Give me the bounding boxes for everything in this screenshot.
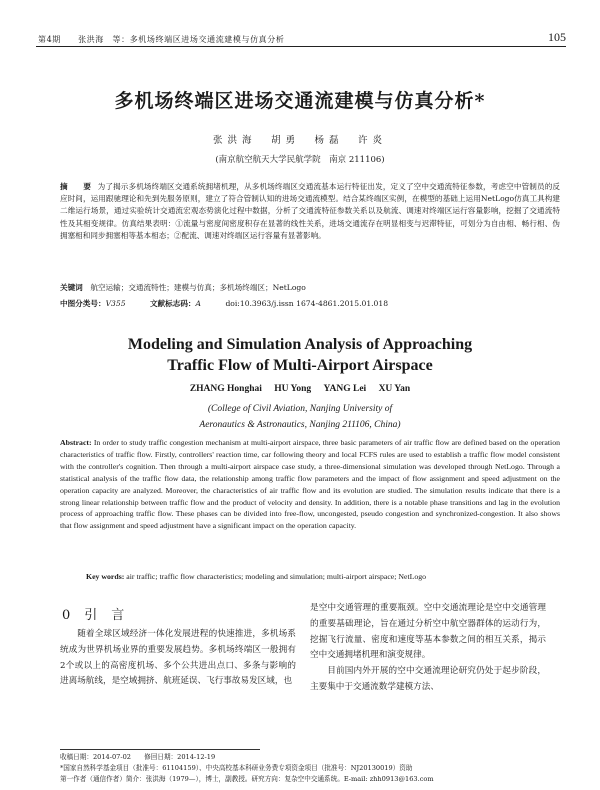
authors-cn: 张洪海 胡勇 杨磊 许炎 — [212, 135, 387, 146]
doi: doi:10.3963/j.issn 1674-4861.2015.01.018 — [225, 299, 389, 308]
title-en — [0, 334, 600, 376]
author-en-4: XU Yan — [378, 384, 411, 394]
doc-code-value: A — [195, 299, 202, 308]
footnote-rule — [60, 749, 260, 750]
footnote-fund: *国家自然科学基金项目（批准号：61104159）、中央高校基本科研业务费专项资金项目（批准号：NJ20130019）资助 — [60, 764, 413, 772]
footnote-author: 第一作者（通信作者）简介：张洪海（1979—），博士，副教授。研究方向：复杂空中交通系统。E-mail: zhh0913@163.com — [60, 775, 434, 783]
doc-code-label: 文献标志码： — [149, 299, 196, 308]
authors-en — [0, 384, 600, 394]
affiliation-en — [0, 401, 600, 433]
author-en-3: YANG Lei — [323, 384, 367, 394]
body-column-left — [60, 627, 296, 690]
abstract-en-label: Abstract: — [60, 438, 92, 447]
keywords-en-text: air traffic; traffic flow characteristics; modeling and simulation; multi-airport airspace; NetLogo — [126, 572, 427, 581]
abstract-cn-label: 摘 要 — [60, 182, 96, 191]
footnote-received: 收稿日期：2014-07-02 修回日期：2014-12-19 — [60, 753, 216, 761]
clc-label: 中图分类号： — [60, 299, 106, 308]
keywords-cn-text: 航空运输；交通流特性；建模与仿真；多机场终端区；NetLogo — [90, 283, 306, 292]
paragraph: 随着全球区域经济一体化发展进程的快速推进，多机场系统成为世界机场业界的重要发展趋势。多机场终端区一般拥有2个或以上的高密度机场、多个公共进出点口、多条与影响的进离场航线，是空域拥挤、航班延误、飞行事故易发区域，也 — [60, 629, 296, 687]
keywords-en — [86, 572, 566, 581]
page-number: 105 — [548, 30, 566, 44]
abstract-en — [60, 437, 560, 532]
header-rule — [36, 46, 566, 47]
section-title: 引言 — [84, 608, 139, 623]
title-en-line1: Modeling and Simulation Analysis of Approaching — [127, 336, 473, 353]
clc-value: V355 — [105, 299, 126, 308]
classification-line — [60, 298, 560, 309]
abstract-cn — [60, 181, 560, 242]
abstract-en-text: In order to study traffic congestion mechanism at multi-airport airspace, three basic parameters of air traffic flow are defined based on the operation characteristics of traffic flow. Firstly, controllers' reaction time, car following theory and local FCFS rules are used to establish a traffic flow model consistent with the controller's cognition. Then through a multi-airport airspace case study, a three-dimensional simulation was developed through NetLogo. Through a statistical analysis of the traffic flow data, the relationship among traffic flow parameters and the impact of flow assignment and speed adjustment on the operation capacity are analyzed. Moreover, the characteristics of air traffic flow and its evolution are studied. The simulation results indicate that there is a strong linear relationship between traffic flow and the product of velocity and density. In addition, there is a notable phase transitions and lag in the evolution process of approaching traffic flow. These phases can be divided into free-flow, uncongested, pseudo congestion and synchronized-congestion. It also shows that flow assignment and speed adjustment have a significant impact on the operation capacity. — [60, 438, 560, 531]
body-column-right — [310, 601, 546, 696]
affiliation-cn: (南京航空航天大学民航学院 南京 211106) — [215, 155, 385, 165]
keywords-cn — [60, 282, 560, 293]
paragraph: 目前国内外开展的空中交通流理论研究仍处于起步阶段，主要集中于交通流数学建模方法、 — [310, 666, 546, 692]
title-cn: 多机场终端区进场交通流建模与仿真分析* — [114, 90, 486, 112]
keywords-en-label: Key words: — [86, 572, 125, 581]
title-en-line2: Traffic Flow of Multi-Airport Airspace — [167, 357, 433, 374]
footnotes — [60, 752, 570, 785]
author-en-2: HU Yong — [274, 384, 312, 394]
running-head: 第4期 张洪海 等：多机场终端区进场交通流建模与仿真分析 — [38, 35, 285, 44]
paragraph: 是空中交通管理的重要瓶颈。空中交通流理论是空中交通管理的重要基础理论，旨在通过分析空中航空器群体的运动行为，挖掘飞行流量、密度和速度等基本参数之间的相互关系，揭示空中交通拥堵机理和演变规律。 — [310, 603, 546, 661]
section-heading-intro — [62, 604, 138, 623]
abstract-cn-text: 为了揭示多机场终端区交通系统拥堵机理，从多机场终端区交通流基本运行特征出发，定义了空中交通流特征参数，考虑空中管制员的反应时间，运用跟驰理论和先到先服务原则，建立了符合管制认知的进场交通流模型。结合某终端区实例，在模型的基础上运用NetLogo仿真工具构建二维运行场景，通过实验统计交通流宏观态势演化过程中数据，分析了交通流特征参数关系以及航流、调速对终端区运行容量影响，挖掘了交通流特性及其相变规律。仿真结果表明：①流量与密度间密度积存在显著的线性关系，进场交通流存在明显相变与迟滞特征，可划分为自由相、畅行相、伪拥塞相和同步拥塞相等基本相态；②配流、调速对终端区运行容量有显著影响。 — [60, 182, 560, 240]
author-en-1: ZHANG Honghai — [189, 384, 262, 394]
section-number: 0 — [62, 608, 85, 623]
affiliation-en-line2: Aeronautics & Astronautics, Nanjing 211106, China) — [199, 420, 401, 430]
affiliation-en-line1: (College of Civil Aviation, Nanjing University of — [207, 404, 393, 414]
keywords-cn-label: 关键词 — [60, 283, 83, 292]
